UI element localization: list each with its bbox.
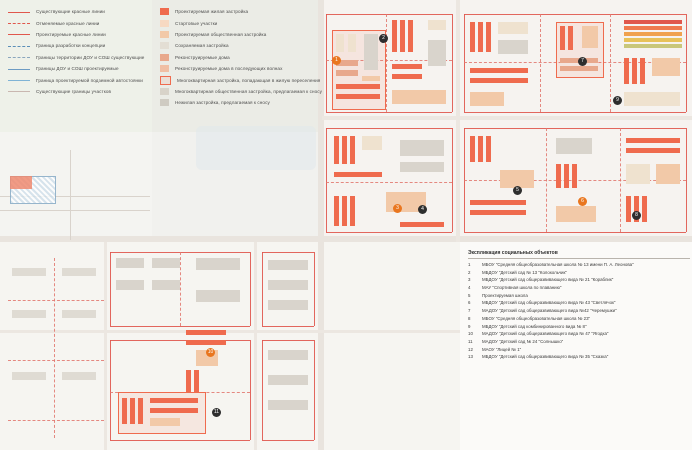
map-marker[interactable]: 7 — [578, 57, 587, 66]
building-new-residential — [186, 340, 226, 345]
legend-label: Границы территории ДОУ и СОШ существующие — [36, 54, 145, 60]
red-line — [250, 340, 251, 440]
red-line — [464, 14, 686, 15]
road-secondary-horizontal — [322, 116, 692, 120]
legend-fill-swatch — [160, 88, 169, 95]
legend-line-swatch — [8, 65, 30, 73]
red-line — [250, 252, 251, 326]
legend-label: Отменяемые красные линии — [36, 20, 100, 26]
list-item-number: 2 — [468, 269, 471, 275]
legend-line-swatch — [8, 30, 30, 38]
legend-label: Существующие красные линии — [36, 9, 105, 15]
red-line — [262, 340, 263, 440]
new-residential-block — [10, 176, 32, 189]
red-line — [686, 128, 687, 232]
legend-row — [160, 52, 490, 63]
building-new-residential — [186, 330, 226, 335]
building-new-residential — [478, 136, 483, 162]
map-marker[interactable]: 5 — [513, 186, 522, 195]
red-line-dashed — [326, 182, 452, 183]
legend-fill-swatch — [160, 76, 171, 85]
legend-label: Реконструируемые дома — [175, 54, 230, 60]
building-existing — [268, 300, 308, 310]
legend-line-swatch — [8, 19, 30, 27]
building-new-public — [582, 26, 598, 48]
red-line — [110, 340, 250, 341]
building-new-residential — [186, 370, 191, 392]
building-existing — [12, 268, 46, 276]
legend-row — [160, 6, 490, 17]
list-item-label: МБДОУ "Детский сад общеразвивающего вида № 21 "Кораблик" — [482, 277, 614, 283]
list-item-number: 1 — [468, 262, 471, 267]
legend-label: Граница проектируемой подземной автостоянки — [36, 77, 143, 83]
building-new-public — [652, 58, 680, 76]
building-existing — [400, 162, 444, 172]
road-south-vertical-a — [104, 242, 107, 450]
red-line-dashed — [8, 360, 104, 361]
legend-fill-swatch — [160, 54, 169, 61]
building-existing — [196, 290, 240, 302]
building-new-residential — [564, 164, 569, 188]
legend-label: Реконструируемые дома в последующих волнах — [175, 66, 283, 72]
legend-fill-swatch — [160, 8, 169, 15]
building-preserved — [626, 164, 650, 184]
legend-row — [160, 63, 490, 74]
red-line — [326, 112, 452, 113]
building-new-residential — [138, 398, 143, 424]
building-new-public — [556, 206, 596, 222]
map-marker[interactable]: 8 — [632, 211, 641, 220]
legend-label: Границы ДОУ и СОШ проектируемые — [36, 66, 119, 72]
building-preserved — [362, 136, 382, 150]
building-new-residential — [342, 136, 347, 164]
building-new-residential — [130, 398, 135, 424]
legend-fill-swatch — [160, 99, 169, 106]
building-new-residential — [470, 210, 526, 215]
building-new-residential — [122, 398, 127, 424]
red-line — [110, 252, 111, 326]
list-item-label: МАДОУ "Детский сад общеразвивающего вида № 47 "Ягодка" — [482, 331, 609, 337]
building-existing — [62, 372, 96, 380]
red-line — [314, 340, 315, 440]
legend-label: Многоквартирная общественная застройка, предлагаемая к сносу — [175, 88, 323, 94]
legend-label: Проектируемая общественная застройка — [175, 31, 267, 37]
red-line — [452, 128, 453, 232]
building-new-residential — [632, 58, 637, 84]
red-line-dashed — [610, 14, 611, 112]
list-item-label: МАОУ "Лицей № 1" — [482, 346, 522, 352]
building-existing — [12, 310, 46, 318]
social-objects-list — [468, 250, 690, 362]
list-item-label: МБДОУ "Детский сад комбинированного вида № 8" — [482, 323, 587, 329]
building-new-residential — [626, 138, 680, 143]
map-marker[interactable]: 10 — [207, 349, 214, 355]
map-marker[interactable]: 11 — [213, 409, 220, 415]
list-item-number: 3 — [468, 277, 471, 283]
legend-line-swatch — [8, 76, 30, 84]
legend-row — [160, 86, 490, 97]
building-new-residential — [624, 44, 682, 48]
building-new-residential — [624, 38, 682, 42]
list-item — [468, 300, 690, 306]
list-item-number: 10 — [468, 331, 473, 337]
red-line — [326, 232, 452, 233]
red-line — [314, 252, 315, 326]
building-new-residential — [642, 196, 647, 222]
building-new-residential — [624, 26, 682, 30]
list-item — [468, 285, 690, 291]
building-new-residential — [470, 136, 475, 162]
list-item-number: 6 — [468, 300, 471, 306]
building-existing — [62, 268, 96, 276]
legend-label: Сохраняемая застройка — [175, 43, 229, 49]
legend-row — [160, 97, 490, 108]
building-new-residential — [194, 370, 199, 392]
building-existing — [12, 372, 46, 380]
red-line — [326, 128, 452, 129]
road-south-vertical-b — [254, 242, 257, 450]
building-new-public — [150, 418, 180, 426]
divider — [468, 258, 690, 259]
building-new-residential — [624, 20, 682, 24]
list-item — [468, 316, 690, 322]
building-new-residential — [400, 222, 444, 227]
building-new-residential — [626, 196, 631, 222]
legend-fill-swatch — [160, 65, 169, 72]
parcel-line — [70, 150, 71, 240]
list-item-label: МБОУ "Средняя общеобразовательная школа № 23" — [482, 315, 591, 321]
building-new-residential — [342, 196, 347, 226]
list-item — [468, 293, 690, 299]
building-new-residential — [572, 164, 577, 188]
building-new-residential — [640, 58, 645, 84]
building-new-residential — [150, 398, 198, 403]
building-existing — [268, 375, 308, 385]
list-item-label: МБОУ "Средняя общеобразовательная школа № 13 имени П. А. Леонова" — [482, 262, 634, 267]
water-body — [196, 126, 316, 170]
building-new-residential — [150, 408, 198, 413]
building-preserved — [498, 22, 528, 34]
list-item — [468, 347, 690, 353]
list-item-number: 7 — [468, 308, 471, 314]
legend-swatches — [160, 6, 490, 109]
list-item-number: 8 — [468, 315, 471, 321]
building-new-residential — [350, 136, 355, 164]
legend-row — [160, 74, 490, 85]
red-line — [262, 252, 314, 253]
building-new-residential — [568, 26, 573, 50]
legend-line-swatch — [8, 87, 30, 95]
legend-fill-swatch — [160, 31, 169, 38]
red-line — [110, 326, 250, 327]
building-new-residential — [350, 196, 355, 226]
building-new-residential — [334, 136, 339, 164]
parcel-line — [0, 210, 150, 211]
legend-label: Граница разработки концепции — [36, 43, 106, 49]
legend-label: Проектируемая жилая застройка — [175, 9, 249, 15]
list-item-label: Проектируемая школа — [482, 292, 528, 298]
red-line — [464, 112, 686, 113]
social-objects-title: Экспликация социальных объектов — [468, 250, 558, 256]
building-existing — [62, 310, 96, 318]
list-item-number: 11 — [468, 338, 473, 344]
road-south-horizontal — [0, 330, 460, 333]
legend-line-swatch — [8, 42, 30, 50]
red-line-dashed — [8, 300, 104, 301]
red-line-dashed — [180, 252, 181, 326]
building-existing — [268, 350, 308, 360]
red-line — [326, 128, 327, 232]
list-item — [468, 270, 690, 276]
legend-label: Стартовые участки — [175, 20, 218, 26]
map-marker[interactable]: 4 — [418, 205, 427, 214]
list-item-number: 13 — [468, 354, 473, 360]
list-item-number: 5 — [468, 292, 471, 298]
list-item-label: МБДОУ "Детский сад № 13 "Колокольчик" — [482, 269, 567, 275]
red-line — [464, 232, 686, 233]
legend-row — [160, 29, 490, 40]
list-item-label: МАДОУ "Детский сад № 24 "Солнышко" — [482, 338, 564, 344]
map-marker[interactable]: 1 — [332, 56, 341, 65]
list-item — [468, 339, 690, 345]
legend-fill-swatch — [160, 42, 169, 49]
building-new-residential — [334, 196, 339, 226]
building-existing — [268, 260, 308, 270]
map-marker[interactable]: 9 — [613, 96, 622, 105]
list-item-label: МАДОУ "Детский сад общеразвивающего вида №42 "Черемушки" — [482, 308, 617, 314]
legend-label: Существующие границы участков — [36, 88, 112, 94]
list-item-label: МБДОУ "Детский сад общеразвивающего вида № 43 "Светлячок" — [482, 300, 616, 306]
building-existing — [268, 400, 308, 410]
building-existing — [400, 140, 444, 156]
map-marker[interactable]: 6 — [578, 197, 587, 206]
legend-label: Нежилая застройка, предлагаемая к сносу — [175, 100, 270, 106]
red-line — [262, 440, 314, 441]
red-line-dashed — [540, 14, 541, 112]
building-new-residential — [624, 32, 682, 36]
building-new-public — [656, 164, 680, 184]
building-existing — [556, 138, 592, 154]
red-line-dashed — [54, 258, 55, 438]
red-line — [110, 440, 250, 441]
list-item-label: МАУ "Спортивная школа по плаванию" — [482, 285, 562, 291]
red-line — [686, 14, 687, 112]
list-item-number: 4 — [468, 285, 471, 291]
red-line-dashed — [8, 420, 104, 421]
building-new-residential — [624, 58, 629, 84]
building-new-residential — [334, 172, 382, 177]
legend-row — [160, 40, 490, 51]
building-existing — [498, 40, 528, 54]
building-existing — [152, 280, 180, 290]
list-item — [468, 324, 690, 330]
building-existing — [116, 258, 144, 268]
list-item-label: МБДОУ "Детский сад общеразвивающего вида № 35 "Сказка" — [482, 354, 609, 360]
building-new-residential — [486, 136, 491, 162]
map-marker[interactable]: 3 — [393, 204, 402, 213]
building-reconstructed — [560, 66, 598, 71]
building-existing — [116, 280, 144, 290]
list-item — [468, 262, 690, 268]
red-line — [262, 326, 314, 327]
legend-row — [160, 17, 490, 28]
legend-line-swatch — [8, 8, 30, 16]
building-existing — [152, 258, 180, 268]
red-line — [110, 340, 111, 440]
red-line — [262, 340, 314, 341]
building-existing — [196, 258, 240, 270]
list-item-number: 9 — [468, 323, 471, 329]
legend-line-swatch — [8, 53, 30, 61]
red-line — [262, 252, 263, 326]
list-item — [468, 354, 690, 360]
list-item — [468, 331, 690, 337]
list-item-number: 12 — [468, 346, 473, 352]
legend-fill-swatch — [160, 20, 169, 27]
building-new-residential — [470, 200, 526, 205]
list-item — [468, 308, 690, 314]
building-new-residential — [560, 26, 565, 50]
building-existing — [268, 280, 308, 290]
map-marker[interactable]: 2 — [379, 34, 388, 43]
building-new-residential — [626, 148, 680, 153]
legend-label: Проектируемые красные линии — [36, 31, 106, 37]
building-preserved — [624, 92, 680, 106]
list-item — [468, 277, 690, 283]
legend-label: Многоквартирная застройка, попадающая в жилую переселения — [177, 77, 321, 83]
building-new-residential — [556, 164, 561, 188]
red-line — [464, 128, 686, 129]
